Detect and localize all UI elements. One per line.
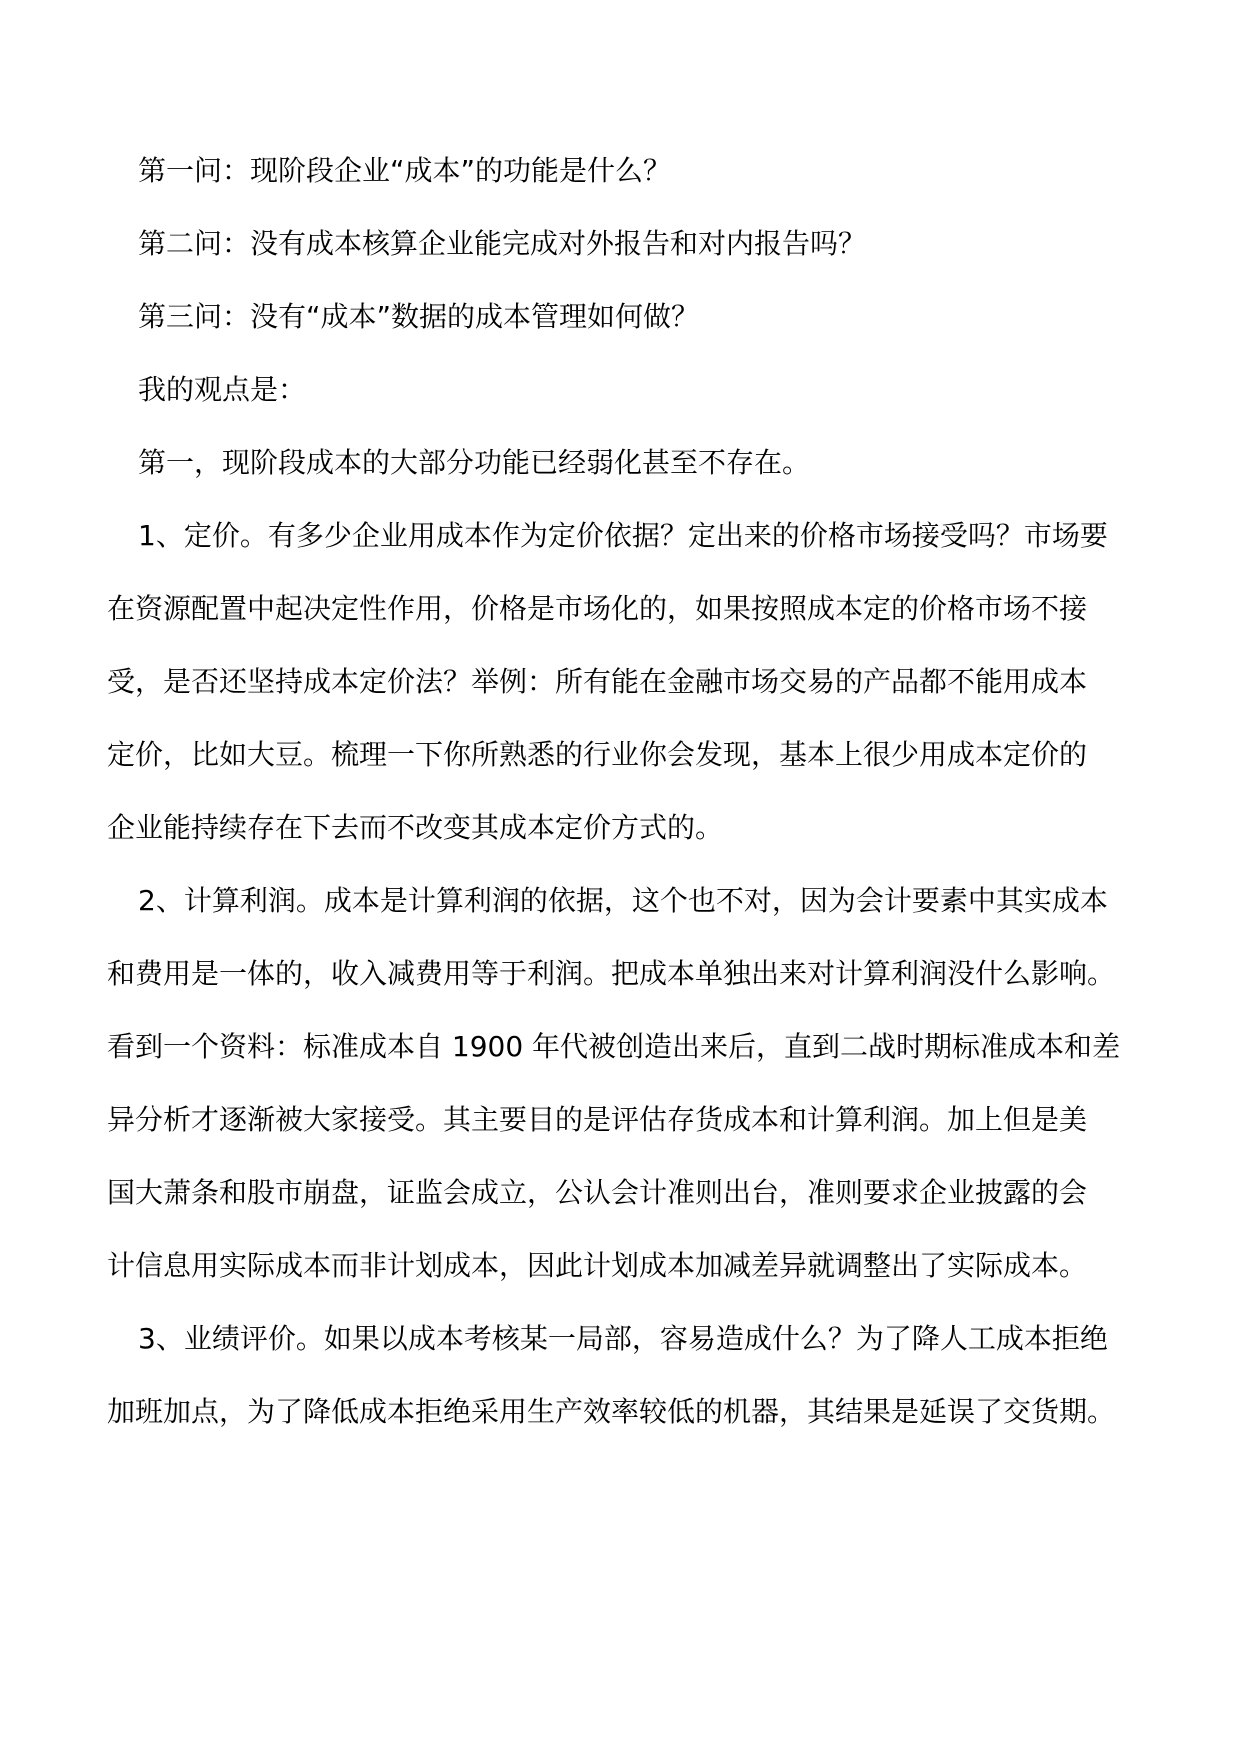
- item-3-line: 3、业绩评价。如果以成本考核某一局部，容易造成什么？为了降人工成本拒绝: [138, 1322, 1108, 1355]
- item-1-line: 1、定价。有多少企业用成本作为定价依据？定出来的价格市场接受吗？市场要: [138, 519, 1108, 552]
- item-2-line: 计信息用实际成本而非计划成本，因此计划成本加减差异就调整出了实际成本。: [107, 1249, 1088, 1282]
- item-1-line: 受，是否还坚持成本定价法？举例：所有能在金融市场交易的产品都不能用成本: [107, 665, 1088, 698]
- item-2-line: 国大萧条和股市崩盘，证监会成立，公认会计准则出台，准则要求企业披露的会: [107, 1176, 1088, 1209]
- opinion-intro: 我的观点是：: [138, 373, 307, 406]
- item-1-line: 定价，比如大豆。梳理一下你所熟悉的行业你会发现，基本上很少用成本定价的: [107, 738, 1088, 771]
- question-2: 第二问：没有成本核算企业能完成对外报告和对内报告吗？: [138, 227, 867, 260]
- question-1: 第一问：现阶段企业“成本”的功能是什么？: [138, 154, 672, 187]
- item-2-line: 2、计算利润。成本是计算利润的依据，这个也不对，因为会计要素中其实成本: [138, 884, 1108, 917]
- item-2-line: 和费用是一体的，收入减费用等于利润。把成本单独出来对计算利润没什么影响。: [107, 957, 1116, 990]
- item-2-line: 异分析才逐渐被大家接受。其主要目的是评估存货成本和计算利润。加上但是美: [107, 1103, 1088, 1136]
- item-3-line: 加班加点，为了降低成本拒绝采用生产效率较低的机器，其结果是延误了交货期。: [107, 1395, 1116, 1428]
- point-1-heading: 第一，现阶段成本的大部分功能已经弱化甚至不存在。: [138, 446, 811, 479]
- question-3: 第三问：没有“成本”数据的成本管理如何做？: [138, 300, 700, 333]
- item-1-line: 在资源配置中起决定性作用，价格是市场化的，如果按照成本定的价格市场不接: [107, 592, 1088, 625]
- item-1-line: 企业能持续存在下去而不改变其成本定价方式的。: [107, 811, 724, 844]
- item-2-line: 看到一个资料：标准成本自 1900 年代被创造出来后，直到二战时期标准成本和差: [107, 1030, 1121, 1063]
